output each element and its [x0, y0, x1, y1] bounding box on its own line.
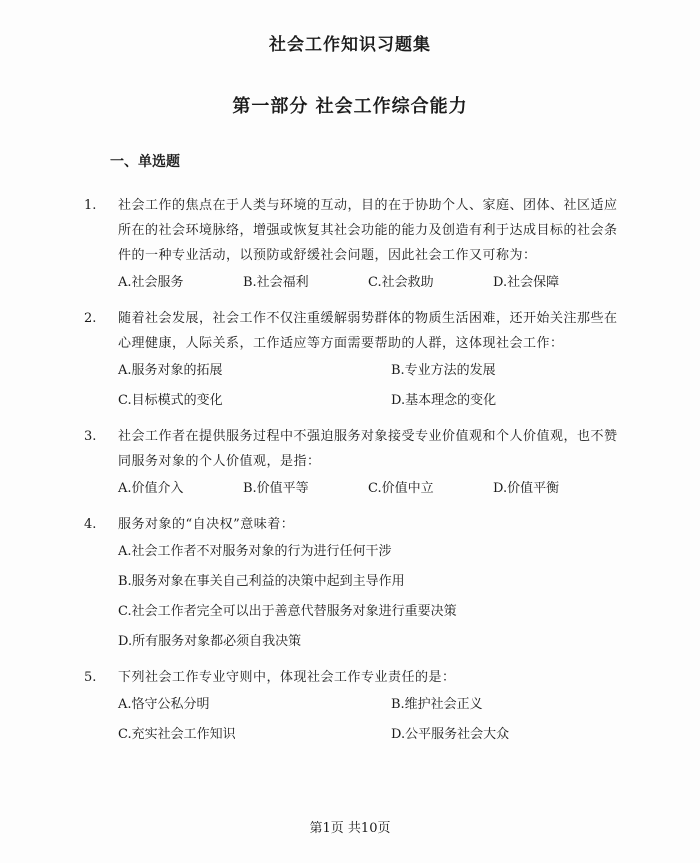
question-stem: 服务对象的“自决权”意味着：: [118, 517, 295, 532]
option-b: B.社会福利: [243, 275, 309, 290]
question-number: 5.: [84, 670, 97, 685]
option-list: [118, 690, 618, 750]
option-list: [118, 474, 618, 504]
option-list: [118, 537, 618, 657]
option-c: C.社会救助: [368, 275, 434, 290]
option-c: C.目标模式的变化: [118, 393, 223, 408]
page-footer: 第1页 共10页: [309, 821, 391, 836]
question-stem: 下列社会工作专业守则中，体现社会工作专业责任的是：: [118, 670, 456, 685]
question-2: [0, 306, 700, 416]
option-d: D.基本理念的变化: [391, 393, 497, 408]
question-5: [0, 665, 700, 750]
option-b: B.价值平等: [243, 481, 309, 496]
option-a: A.价值介入: [118, 481, 184, 496]
option-b: B.专业方法的发展: [391, 363, 496, 378]
option-list: [118, 268, 618, 298]
option-b: B.维护社会正义: [391, 697, 483, 712]
option-list: [118, 356, 618, 416]
option-c: C.社会工作者完全可以出于善意代替服务对象进行重要决策: [118, 604, 457, 619]
question-number: 1.: [84, 198, 97, 213]
question-3: [0, 424, 700, 504]
document-title: 社会工作知识习题集: [269, 35, 431, 55]
option-d: D.所有服务对象都必须自我决策: [118, 634, 302, 649]
option-d: D.价值平衡: [493, 481, 560, 496]
question-stem: 社会工作者在提供服务过程中不强迫服务对象接受专业价值观和个人价值观，也不赞同服务对象的个人价值观，是指：: [118, 429, 618, 469]
option-a: A.社会工作者不对服务对象的行为进行任何干涉: [118, 544, 392, 559]
option-c: C.价值中立: [368, 481, 434, 496]
question-list: [0, 193, 700, 758]
part-title: 第一部分 社会工作综合能力: [232, 96, 468, 117]
option-a: A.服务对象的拓展: [118, 363, 223, 378]
question-1: [0, 193, 700, 298]
section-title: 一、单选题: [110, 154, 180, 170]
option-b: B.服务对象在事关自己利益的决策中起到主导作用: [118, 574, 405, 589]
option-d: D.社会保障: [493, 275, 560, 290]
option-d: D.公平服务社会大众: [391, 727, 510, 742]
question-number: 4.: [84, 517, 97, 532]
question-number: 2.: [84, 311, 97, 326]
question-stem: 社会工作的焦点在于人类与环境的互动，目的在于协助个人、家庭、团体、社区适应所在的社会环境脉络，增强或恢复其社会功能的能力及创造有利于达成目标的社会条件的一种专业活动，以预防或舒缓社会问题，因此社会工作又可称为：: [118, 198, 618, 263]
option-c: C.充实社会工作知识: [118, 727, 236, 742]
question-number: 3.: [84, 429, 97, 444]
option-a: A.恪守公私分明: [118, 697, 210, 712]
option-a: A.社会服务: [118, 275, 184, 290]
question-4: [0, 512, 700, 657]
question-stem: 随着社会发展，社会工作不仅注重缓解弱势群体的物质生活困难，还开始关注那些在心理健康，人际关系，工作适应等方面需要帮助的人群，这体现社会工作：: [118, 311, 618, 351]
